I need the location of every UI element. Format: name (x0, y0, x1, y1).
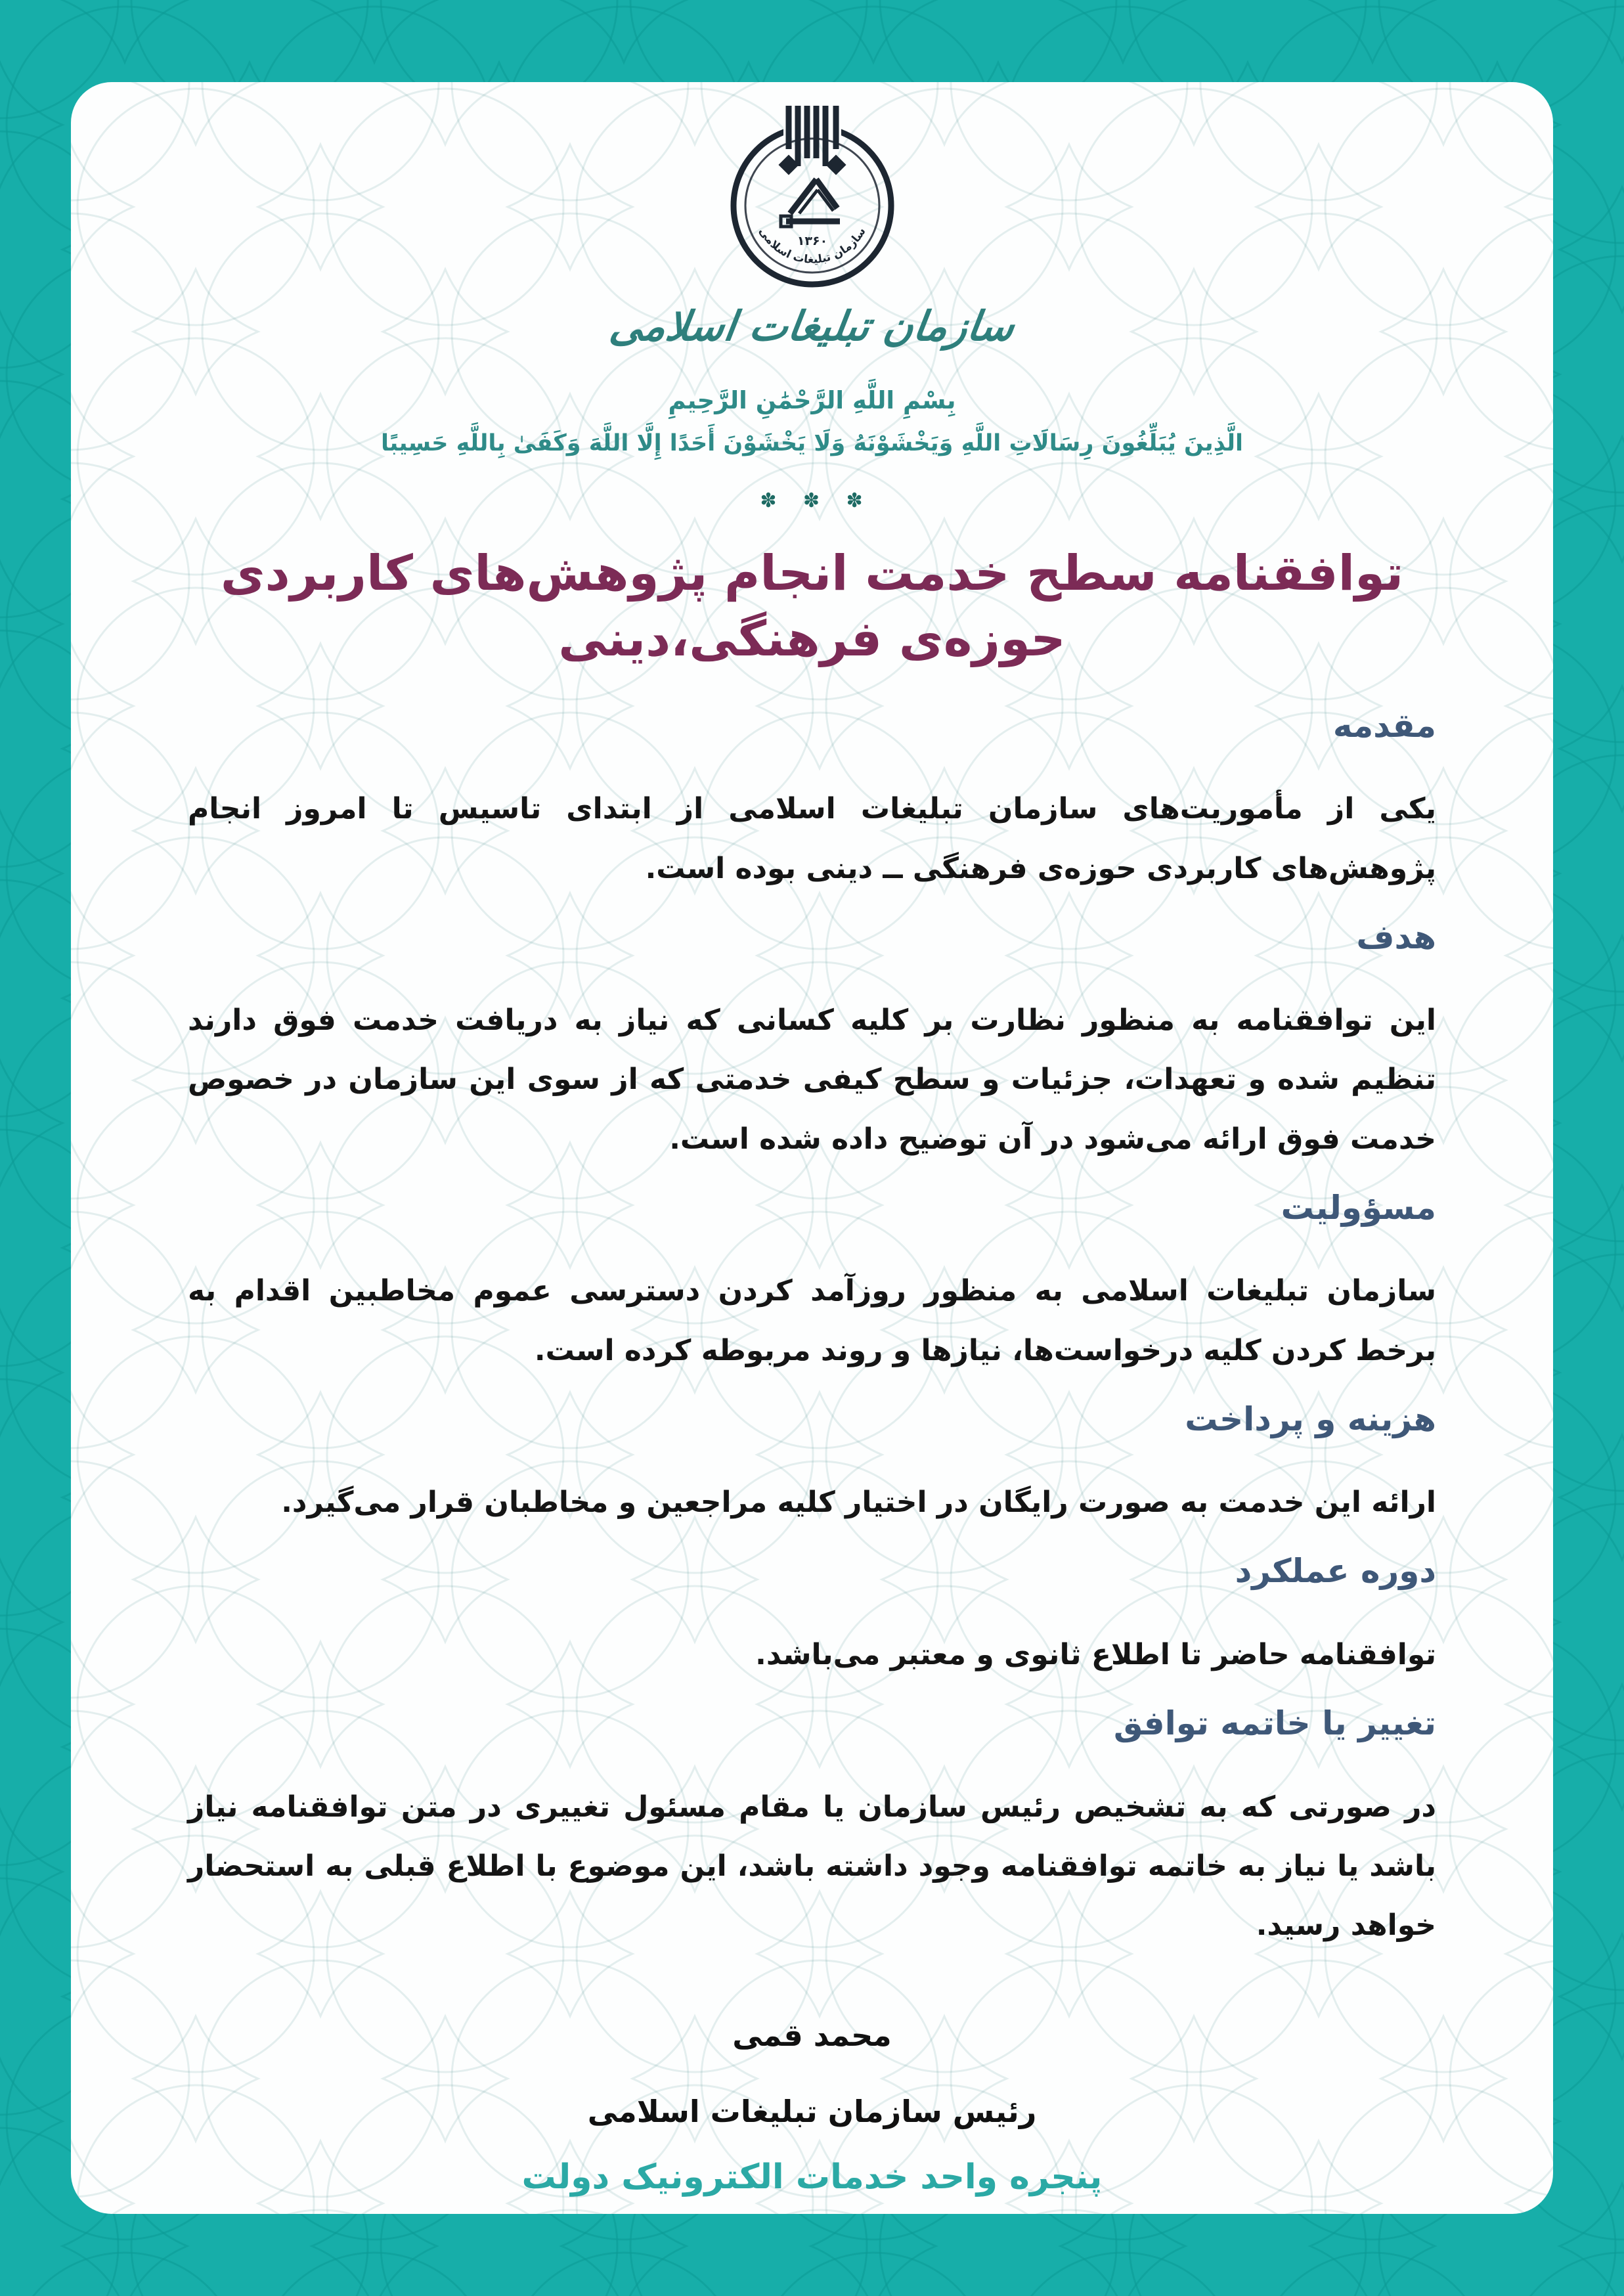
footer-text: پنجره واحد خدمات الکترونیک دولت (521, 2157, 1103, 2197)
bismillah-text: بِسْمِ اللَّهِ الرَّحْمَٰنِ الرَّحِيمِ (668, 386, 956, 414)
quran-verse-text: الَّذِينَ يُبَلِّغُونَ رِسَالَاتِ اللَّهِ وَيَخْشَوْنَهُ وَلَا يَخْشَوْنَ أَحَدًا إِلَّا اللَّهَ وَكَفَىٰ بِاللَّهِ حَسِيبًا (380, 430, 1244, 457)
signatory-title: رئیس سازمان تبلیغات اسلامی (587, 2094, 1037, 2130)
page-title: توافقنامه سطح خدمت انجام پژوهش‌های کاربردی حوزه‌ی فرهنگی،دینی (220, 545, 1404, 667)
section-body: توافقنامه حاضر تا اطلاع ثانوی و معتبر می‌باشد. (755, 1637, 1436, 1671)
sections-container (188, 704, 1436, 1955)
section-heading: دوره عملکرد (1235, 1552, 1436, 1591)
section-heading: تغییر یا خاتمه توافق (1113, 1704, 1436, 1743)
document-page (71, 82, 1553, 2214)
section-goal (188, 916, 1436, 1169)
section-body: سازمان تبلیغات اسلامی به منظور روزآمد کردن دسترسی عموم مخاطبین اقدام به برخط کردن کلیه درخواست‌ها، نیازها و روند مربوطه کرده است. (188, 1274, 1436, 1367)
section-introduction (188, 704, 1436, 898)
section-cost-payment (188, 1398, 1436, 1533)
section-body: ارائه این خدمت به صورت رایگان در اختیار کلیه مراجعین و مخاطبان قرار می‌گیرد. (281, 1486, 1436, 1520)
section-heading: مقدمه (1332, 706, 1436, 745)
organization-logo (188, 99, 1436, 353)
section-body: در صورتی که به تشخیص رئیس سازمان یا مقام مسئول تغییری در متن توافقنامه نیاز باشد یا نیاز به خاتمه توافقنامه وجود داشته باشد، این موضوع با اطلاع قبلی به استحضار خواهد رسید. (188, 1790, 1436, 1942)
section-heading: مسؤولیت (1281, 1188, 1436, 1227)
signatory-name: محمد قمی (732, 2018, 892, 2054)
emblem-year: ۱۳۶۰ (797, 234, 827, 248)
section-body: این توافقنامه به منظور نظارت بر کلیه کسانی که نیاز به دریافت خدمت فوق دارند تنظیم شده و تعهدات، جزئیات و سطح کیفی خدمتی که از سوی این سازمان در خصوص خدمت فوق ارائه می‌شود در آن توضیح داده شده است. (188, 1004, 1436, 1156)
logo-calligraphy: سازمان تبلیغات اسلامی (606, 302, 1018, 350)
section-responsibility (188, 1186, 1436, 1380)
emblem-circle-text: سازمان تبلیغات اسلامی (755, 225, 869, 267)
section-heading: هدف (1356, 917, 1436, 956)
section-body: یکی از مأموریت‌های سازمان تبلیغات اسلامی از ابتدای تاسیس تا امروز انجام پژوهش‌های کاربردی حوزه‌ی فرهنگی ــ دینی بوده است. (188, 792, 1436, 885)
signature-block (188, 2018, 1436, 2129)
section-change-termination (188, 1702, 1436, 1955)
section-heading: هزینه و پرداخت (1185, 1400, 1436, 1438)
document-content (71, 99, 1553, 2129)
section-performance-period (188, 1549, 1436, 1685)
organization-emblem-icon (720, 99, 904, 296)
flower-asterisk-divider: ✽ ✽ ✽ (760, 489, 864, 513)
